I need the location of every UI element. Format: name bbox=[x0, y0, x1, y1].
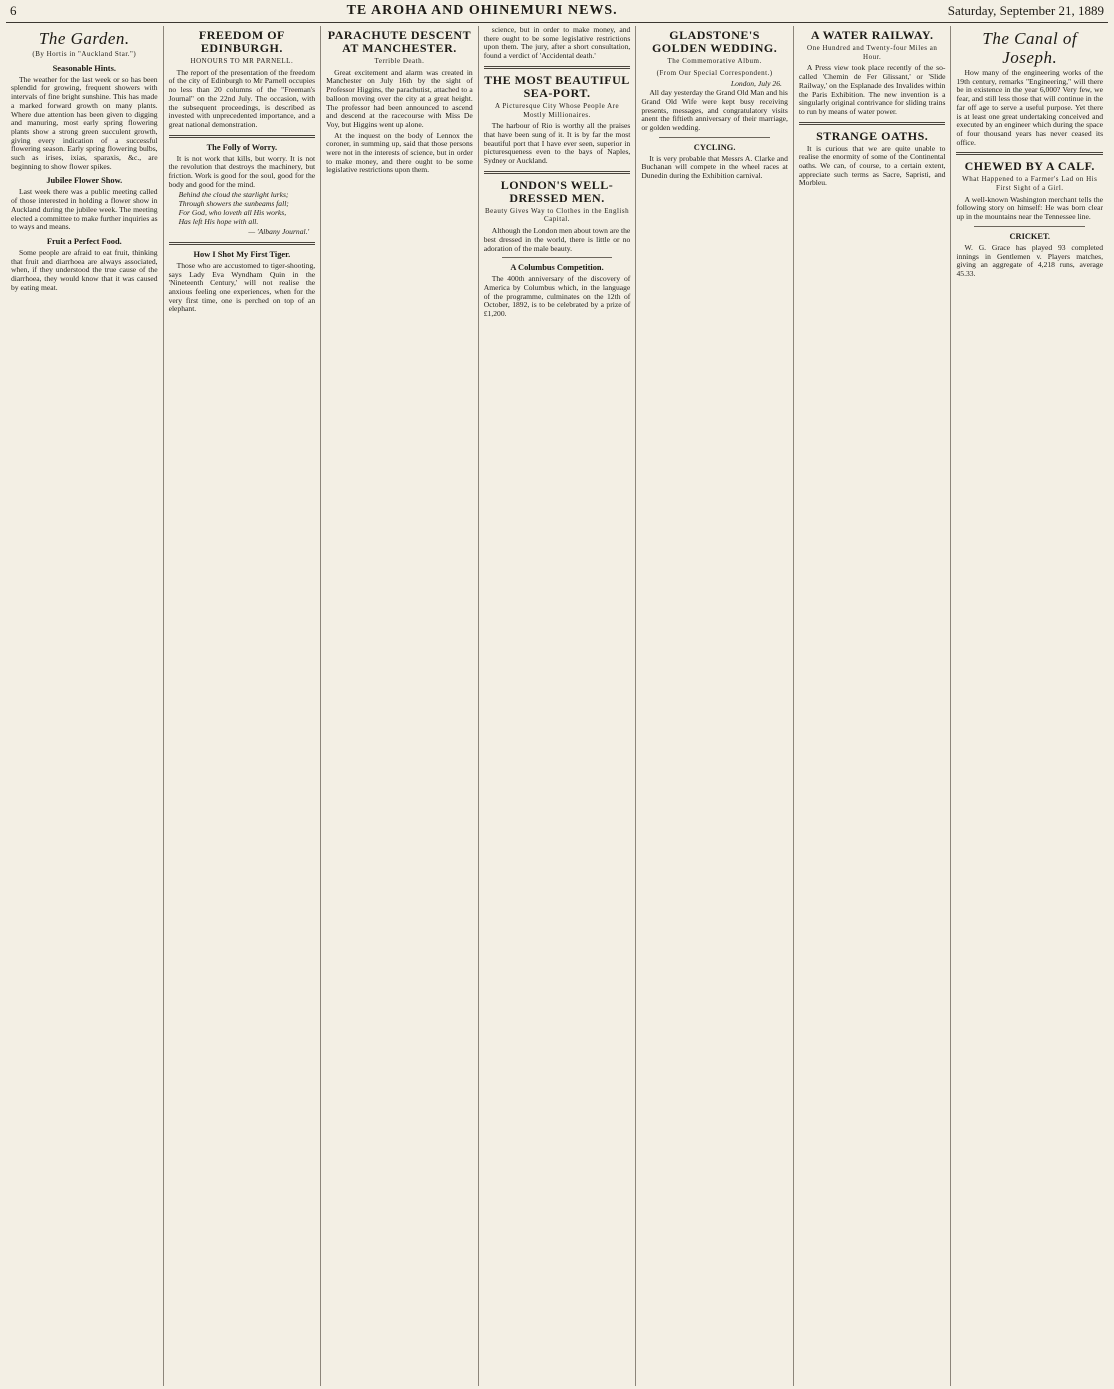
edinburgh-text: The report of the presentation of the freedom of the city of Edinburgh to Mr Parnell occupies no less than 20 columns of the "Freeman's Journal" on the 22nd July. The occasion, with the subsequent proceedings, is described as invested with unprecedented importance, and a great national demonstration. bbox=[168, 67, 316, 129]
column-divider bbox=[169, 135, 316, 138]
seasonable-hints-text: The weather for the last week or so has been splendid for growing, frequent showers with intervals of fine bright sunshine. This has made a marked forward growth on many plants. Where due attention has been given to digging and manuring, most early spring flowering plants show a strong green succulent growth, giving every indication of a successful flowering season. Early spring flowering bulbs, such as irises, ixias, sparaxis, &c., are beginning to show flower spikes. bbox=[11, 74, 158, 171]
jubilee-show-heading: Jubilee Flower Show. bbox=[46, 176, 123, 186]
column-1 bbox=[6, 26, 164, 1386]
chewed-calf-text: A well-known Washington merchant tells the following story on himself: He was born clear up in the mountains near the Tennessee line. bbox=[956, 194, 1104, 222]
column-divider bbox=[484, 66, 631, 69]
london-text: Although the London men about town are the best dressed in the world, there is little or no adoration of the male beauty. bbox=[483, 226, 631, 253]
seasonable-hints-heading: Seasonable Hints. bbox=[52, 63, 116, 73]
parachute-text: Great excitement and alarm was created in Manchester on July 16th by the sight of Professor Higgins, the parachutist, attached to a balloon moving over the city at a great height. The professor had been announced to ascend and descend at the racecourse with Miss De Voy, but Higgins went up alone. bbox=[326, 67, 473, 129]
cycling-heading: CYCLING. bbox=[693, 142, 736, 152]
water-railway-subheading: One Hundred and Twenty-four Miles an Hour. bbox=[807, 44, 938, 61]
tiger-heading: How I Shot My First Tiger. bbox=[193, 249, 291, 259]
water-railway-text: A Press view took place recently of the so-called 'Chemin de Fer Glissant,' or 'Slide Railway,' on the Esplanade des Invalides within the Paris Exhibition. The new invention is a singularly original contrivance for sliding trains to run by means of water power. bbox=[798, 63, 946, 116]
masthead bbox=[6, 0, 1108, 23]
gladstone-heading: GLADSTONE'S GOLDEN WEDDING. bbox=[651, 28, 778, 55]
jubilee-show-text: Last week there was a public meeting called of those interested in holding a flower show in Auckland during the jubilee week. The meeting elected a committee to make further inquiries as to ways and means. bbox=[11, 187, 158, 232]
rio-heading: THE MOST BEAUTIFUL SEA-PORT. bbox=[484, 72, 630, 100]
strange-oaths-heading: STRANGE OATHS. bbox=[816, 128, 929, 143]
poem-line: Behind the cloud the starlight lurks; bbox=[178, 190, 289, 200]
fruit-food-text: Some people are afraid to eat fruit, thinking that fruit and diarrhoea are always associated, when, if they understood the true cause of the diarrhoea, they would know that it was caused by eating meat. bbox=[11, 247, 158, 292]
column-7 bbox=[951, 26, 1108, 1386]
london-heading: LONDON'S WELL-DRESSED MEN. bbox=[500, 177, 614, 205]
folly-worry-heading: The Folly of Worry. bbox=[206, 142, 278, 152]
parachute-inquest-text: At the inquest on the body of Lennox the coroner, in summing up, said that those persons were not in the interests of science, but in order to make money, and there ought to be some legislative restrictions upon them. bbox=[326, 130, 473, 175]
parachute-continued-text: science, but in order to make money, and there ought to be some legislative restrictions upon them. The jury, after a short consultation, found a verdict of 'Accidental death.' bbox=[483, 26, 631, 61]
gladstone-dateline: London, July 26. bbox=[730, 79, 782, 89]
cricket-text: W. G. Grace has played 93 completed innings in Gentlemen v. Players matches, giving an aggregate of 4,218 runs, average 45.33. bbox=[956, 242, 1104, 278]
column-6 bbox=[794, 26, 952, 1386]
column-3 bbox=[321, 26, 479, 1386]
fruit-food-heading: Fruit a Perfect Food. bbox=[46, 236, 122, 246]
poem-line: Through showers the sunbeams fall; bbox=[178, 199, 289, 209]
chewed-calf-heading: CHEWED BY A CALF. bbox=[964, 159, 1095, 174]
cycling-text: It is very probable that Messrs A. Clarke and Buchanan will compete in the wheel races at Dunedin during the Exhibition carnival. bbox=[641, 153, 788, 181]
columns bbox=[6, 26, 1108, 1386]
canal-joseph-heading: The Canal of Joseph. bbox=[982, 29, 1078, 67]
tiger-text: Those who are accustomed to tiger-shooting, says Lady Eva Wyndham Quin in the 'Nineteenth Century,' will not realise the anxious feeling one experiences, when for the very first time, one is perched on top of an elephant. bbox=[168, 260, 316, 314]
folly-worry-text: It is not work that kills, but worry. It is not the revolution that destroys the machinery, but friction. Work is good for the soul, good for the body and good for the mind. bbox=[168, 153, 316, 189]
edinburgh-subheading: HONOURS TO MR PARNELL. bbox=[190, 57, 294, 65]
rio-subheading: A Picturesque City Whose People Are Mostly Millionaires. bbox=[494, 101, 620, 119]
columbus-text: The 400th anniversary of the discovery of America by Columbus which, in the language of the programme, culminates on the 12th of October, 1892, is to be celebrated by a prize of £1,200. bbox=[483, 274, 631, 319]
column-divider bbox=[484, 171, 631, 174]
canal-joseph-text: How many of the engineering works of the 19th century, remarks "Engineering," will there be in existence in the year 6,000? Very few, we fear, and still less those that will continue in the far off age to serve a useful purpose. Yet there is at least one great undertaking conceived and executed by an engineer which during the space of four thousand years has never ceased its office. bbox=[956, 68, 1104, 147]
columbus-heading: A Columbus Competition. bbox=[510, 263, 604, 273]
rio-text: The harbour of Rio is worthy all the praises that have been sung of it. It is by far the most beautiful port that I have ever seen, superior in picturesqueness even to the bays of Naples, Sydney or Auckland. bbox=[483, 121, 631, 166]
gladstone-subheading: The Commemorative Album. bbox=[667, 57, 762, 65]
parachute-subheading: Terrible Death. bbox=[374, 57, 425, 65]
column-divider bbox=[169, 242, 316, 245]
garden-heading: The Garden. bbox=[38, 29, 130, 48]
strange-oaths-text: It is curious that we are quite unable to realise the enormity of some of the Continental oaths. We can, of course, to a certain extent, appreciate such terms as Sacre, Sapristi, and Morbleu. bbox=[798, 143, 946, 188]
column-4 bbox=[479, 26, 637, 1386]
chewed-calf-subheading: What Happened to a Farmer's Lad on His First Sight of a Girl. bbox=[962, 175, 1098, 193]
edinburgh-heading: FREEDOM OF EDINBURGH. bbox=[198, 28, 285, 55]
column-divider bbox=[974, 226, 1085, 227]
column-5 bbox=[636, 26, 794, 1386]
london-subheading: Beauty Gives Way to Clothes in the English Capital. bbox=[484, 206, 630, 224]
column-divider bbox=[956, 152, 1103, 155]
gladstone-text: All day yesterday the Grand Old Man and his Grand Old Wife were kept busy receiving presents, messages, and congratulatory visits anent the fiftieth anniversary of their marriage, or golden wedding. bbox=[641, 88, 788, 132]
cricket-heading: CRICKET. bbox=[1009, 231, 1051, 241]
issue-date: Saturday, September 21, 1889 bbox=[947, 3, 1104, 18]
newspaper-title: TE AROHA AND OHINEMURI NEWS. bbox=[346, 3, 618, 18]
gladstone-correspondent: (From Our Special Correspondent.) bbox=[656, 68, 773, 77]
parachute-heading: PARACHUTE DESCENT AT MANCHESTER. bbox=[327, 28, 472, 55]
column-divider bbox=[659, 137, 770, 138]
poem-line: Has left His hope with all. bbox=[178, 216, 259, 226]
garden-byline: (By Hortis in "Auckland Star.") bbox=[32, 50, 137, 58]
column-divider bbox=[799, 122, 946, 125]
poem-source: — 'Albany Journal.' bbox=[248, 227, 310, 237]
water-railway-heading: A WATER RAILWAY. bbox=[810, 28, 934, 42]
page-number: 6 bbox=[10, 3, 17, 18]
poem bbox=[179, 191, 306, 226]
poem-line: For God, who loveth all His works, bbox=[178, 207, 287, 217]
column-divider bbox=[502, 257, 613, 258]
column-2 bbox=[164, 26, 322, 1386]
